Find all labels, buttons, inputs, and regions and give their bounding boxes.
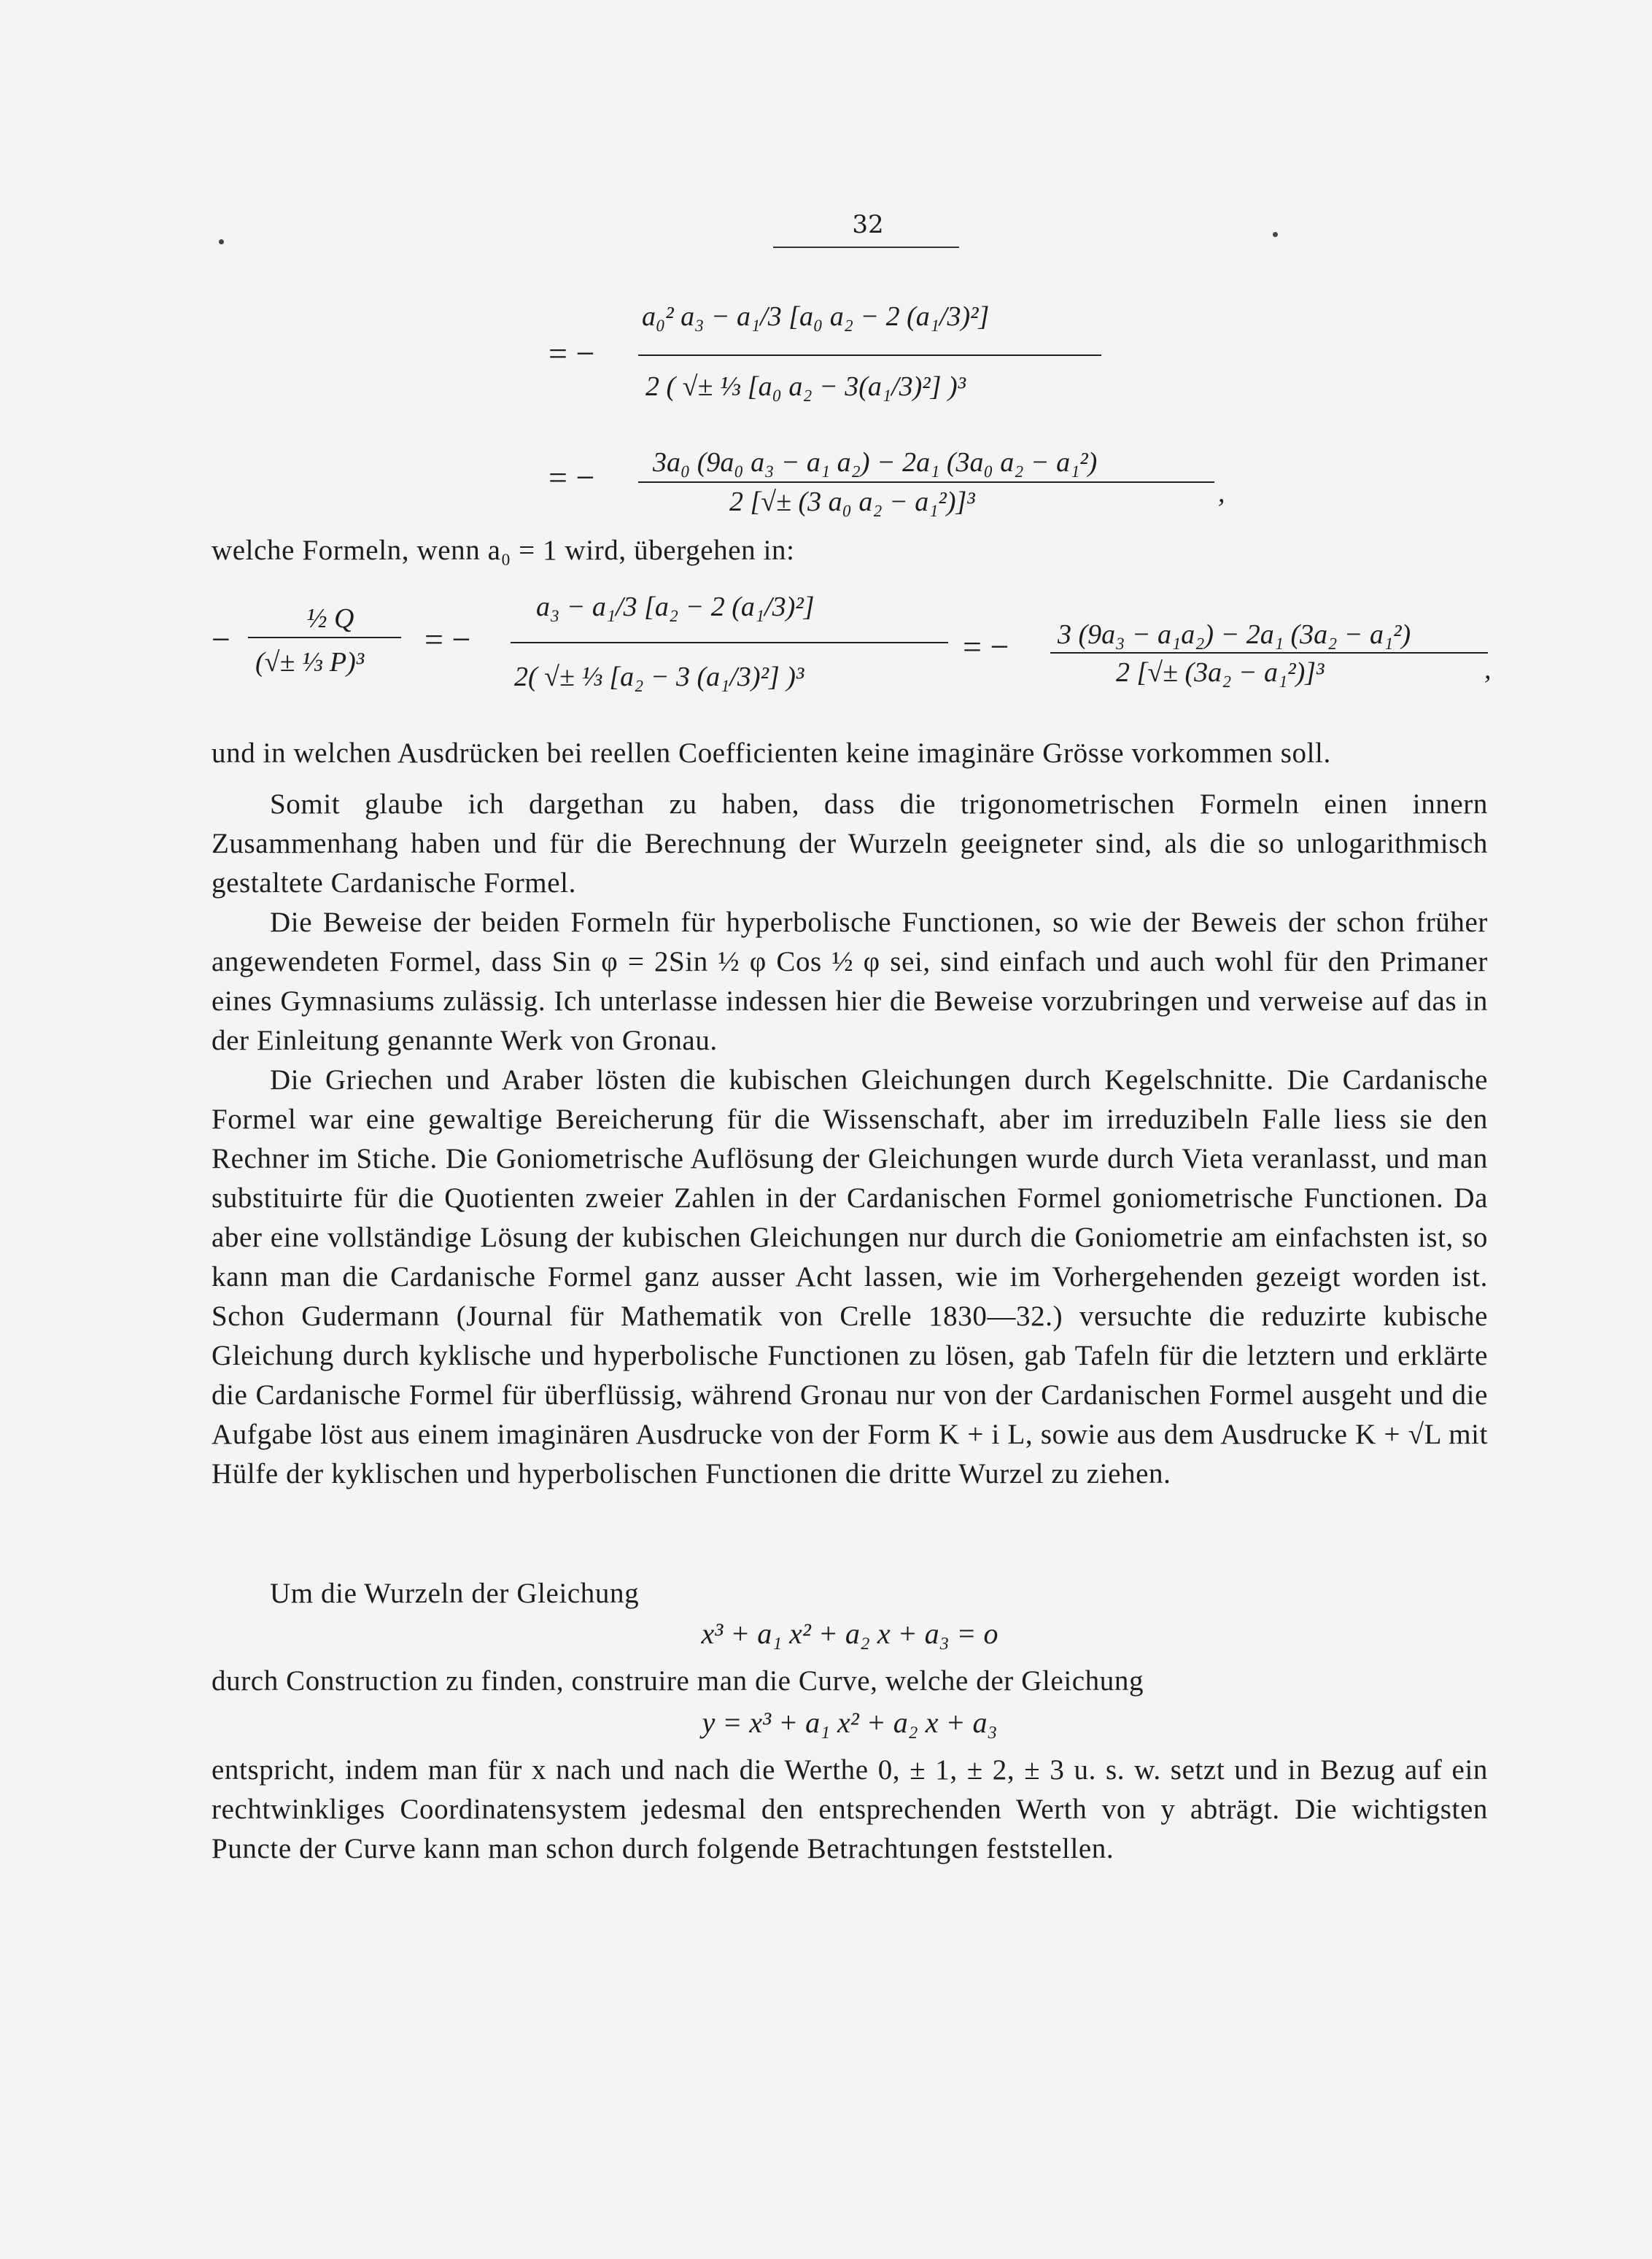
formula-3-left-numerator: ½ Q: [306, 603, 354, 634]
text-entspricht: entspricht, indem man für x nach und nach die Werthe 0, ± 1, ± 2, ± 3 u. s. w. setzt und in Bezug auf ein rechtwinkliges Coordinatensystem jedesmal den entsprechenden Werth von y abträgt. Die wichtigsten Puncte der Curve kann man schon durch folgende Betrachtungen feststellen.: [212, 1754, 1488, 1864]
margin-dot: [219, 239, 224, 244]
cubic-equation: x³ + a₁ x² + a₂ x + a₃ = o: [701, 1617, 998, 1650]
body-text: [212, 734, 1488, 1494]
paragraph: Somit glaube ich dargethan zu haben, dass die trigonometrischen Formeln einen innern Zusammenhang haben und für die Berechnung der Wurzeln geeigneter sind, als die so unlogarithmisch gestaltete Cardanische Formel.: [212, 788, 1488, 899]
curve-equation: y = x³ + a₁ x² + a₂ x + a₃: [702, 1706, 998, 1739]
formula-3-mid-numerator: a₃ − a₁/3 [a₂ − 2 (a₁/3)²]: [536, 592, 815, 622]
equals-minus-sign: = −: [424, 621, 471, 658]
comma: ,: [1484, 654, 1492, 685]
text-durch-construction: durch Construction zu finden, construire man die Curve, welche der Gleichung: [212, 1665, 1144, 1697]
formula-3-left-denominator: (√± ⅓ P)³: [255, 647, 365, 678]
fraction-line: [248, 637, 401, 638]
formula-1-numerator: a₀² a₃ − a₁/3 [a₀ a₂ − 2 (a₁/3)²]: [642, 301, 990, 332]
margin-dot: [1273, 232, 1278, 237]
formula-3-right-denominator: 2 [√± (3a₂ − a₁²)]³: [1116, 657, 1325, 688]
equals-minus-sign: = −: [548, 335, 595, 372]
paragraph: und in welchen Ausdrücken bei reellen Coefficienten keine imaginäre Grösse vorkommen soll.: [212, 737, 1331, 769]
paragraph: Die Griechen und Araber lösten die kubischen Gleichungen durch Kegelschnitte. Die Cardanische Formel war eine gewaltige Bereicherung für die Wissenschaft, aber im irreduzibeln Falle liess sie den Rechner im Stiche. Die Goniometrische Auflösung der Gleichungen wurde durch Vieta veranlasst, und man substituirte für die Quotienten zweier Zahlen in der Cardanischen Formel goniometrische Functionen. Da aber eine vollständige Lösung der kubischen Gleichungen nur durch die Goniometrie am einfachsten ist, so kann man die Cardanische Formel ganz ausser Acht lassen, wie im Vorhergehenden gezeigt worden ist. Schon Gudermann (Journal für Mathematik von Crelle 1830—32.) versuchte die reduzirte kubische Gleichung durch kyklische und hyperbolische Functionen zu lösen, gab Tafeln für die letztern und erklärte die Cardanische Formel für überflüssig, während Gronau nur von der Cardanischen Formel ausgeht und die Aufgabe löst aus einem imaginären Ausdrucke von der Form K + i L, sowie aus dem Ausdrucke K + √L mit Hülfe der kyklischen und hyperbolischen Functionen die dritte Wurzel zu ziehen.: [212, 1064, 1488, 1489]
equals-minus-sign: = −: [548, 459, 595, 496]
equals-minus-sign: = −: [963, 628, 1009, 665]
fraction-line: [1050, 652, 1488, 654]
fraction-line: [638, 354, 1101, 356]
fraction-line: [638, 481, 1214, 483]
formula-1-denominator: 2 ( √± ⅓ [a₀ a₂ − 3(a₁/3)²] )³: [645, 371, 966, 402]
paragraph: Die Beweise der beiden Formeln für hyperbolische Functionen, so wie der Beweis der schon früher angewendeten Formel, dass Sin φ = 2Sin ½ φ Cos ½ φ sei, sind einfach und auch wohl für den Primaner eines Gymnasiums zulässig. Ich unterlasse indessen hier die Beweise vorzubringen und verweise auf das in der Einleitung genannte Werk von Gronau.: [212, 907, 1488, 1056]
page-number: 32: [852, 210, 884, 239]
minus-sign: −: [212, 621, 230, 658]
text-welche: welche Formeln, wenn a₀ = 1 wird, übergehen in:: [212, 535, 795, 566]
formula-3-right-numerator: 3 (9a₃ − a₁a₂) − 2a₁ (3a₂ − a₁²): [1058, 619, 1411, 650]
formula-2-denominator: 2 [√± (3 a₀ a₂ − a₁²)]³: [729, 487, 975, 517]
text-um-die-wurzeln: Um die Wurzeln der Gleichung: [270, 1578, 640, 1609]
fraction-line: [511, 642, 948, 643]
comma: ,: [1218, 478, 1225, 508]
header-rule: [773, 247, 959, 248]
formula-3-mid-denominator: 2( √± ⅓ [a₂ − 3 (a₁/3)²] )³: [514, 662, 804, 692]
formula-2-numerator: 3a₀ (9a₀ a₃ − a₁ a₂) − 2a₁ (3a₀ a₂ − a₁²): [653, 447, 1098, 478]
